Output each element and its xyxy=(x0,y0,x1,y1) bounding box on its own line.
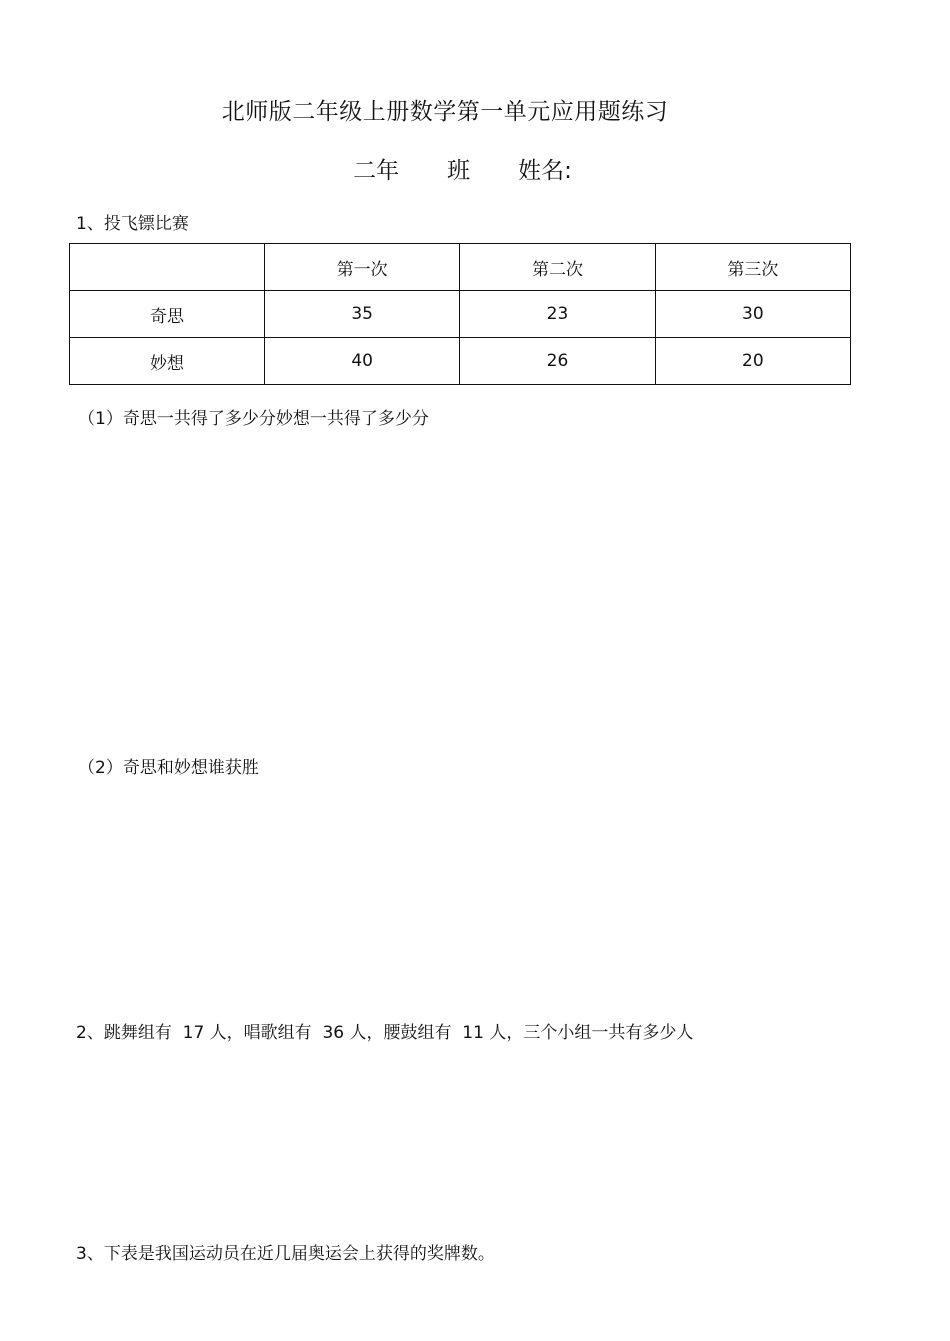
score-cell: 26 xyxy=(460,338,655,385)
name-label: 姓名: xyxy=(518,158,572,184)
score-cell: 35 xyxy=(265,291,460,338)
header-cell xyxy=(70,244,265,291)
grade-label: 二年 xyxy=(353,158,400,184)
header-cell: 第一次 xyxy=(265,244,460,291)
question-2: 2、跳舞组有 17 人，唱歌组有 36 人，腰鼓组有 11 人，三个小组一共有多少人 xyxy=(76,1023,694,1043)
score-cell: 40 xyxy=(265,338,460,385)
table-row xyxy=(70,291,851,338)
class-label: 班 xyxy=(447,158,471,184)
question-3: 3、下表是我国运动员在近几届奥运会上获得的奖牌数。 xyxy=(76,1244,495,1264)
header-cell: 第二次 xyxy=(460,244,655,291)
student-info-line xyxy=(0,152,925,185)
page-title: 北师版二年级上册数学第一单元应用题练习 xyxy=(221,99,669,125)
question-1-heading: 1、投飞镖比赛 xyxy=(76,214,189,234)
score-cell: 23 xyxy=(460,291,655,338)
header-cell: 第三次 xyxy=(655,244,850,291)
table-header-row xyxy=(70,244,851,291)
row-name-cell: 妙想 xyxy=(70,338,265,385)
score-cell: 20 xyxy=(655,338,850,385)
table-row xyxy=(70,338,851,385)
score-cell: 30 xyxy=(655,291,850,338)
question-1-sub-1: （1）奇思一共得了多少分妙想一共得了多少分 xyxy=(78,409,429,429)
dart-score-table xyxy=(69,243,851,385)
question-1-sub-2: （2）奇思和妙想谁获胜 xyxy=(78,758,259,778)
row-name-cell: 奇思 xyxy=(70,291,265,338)
